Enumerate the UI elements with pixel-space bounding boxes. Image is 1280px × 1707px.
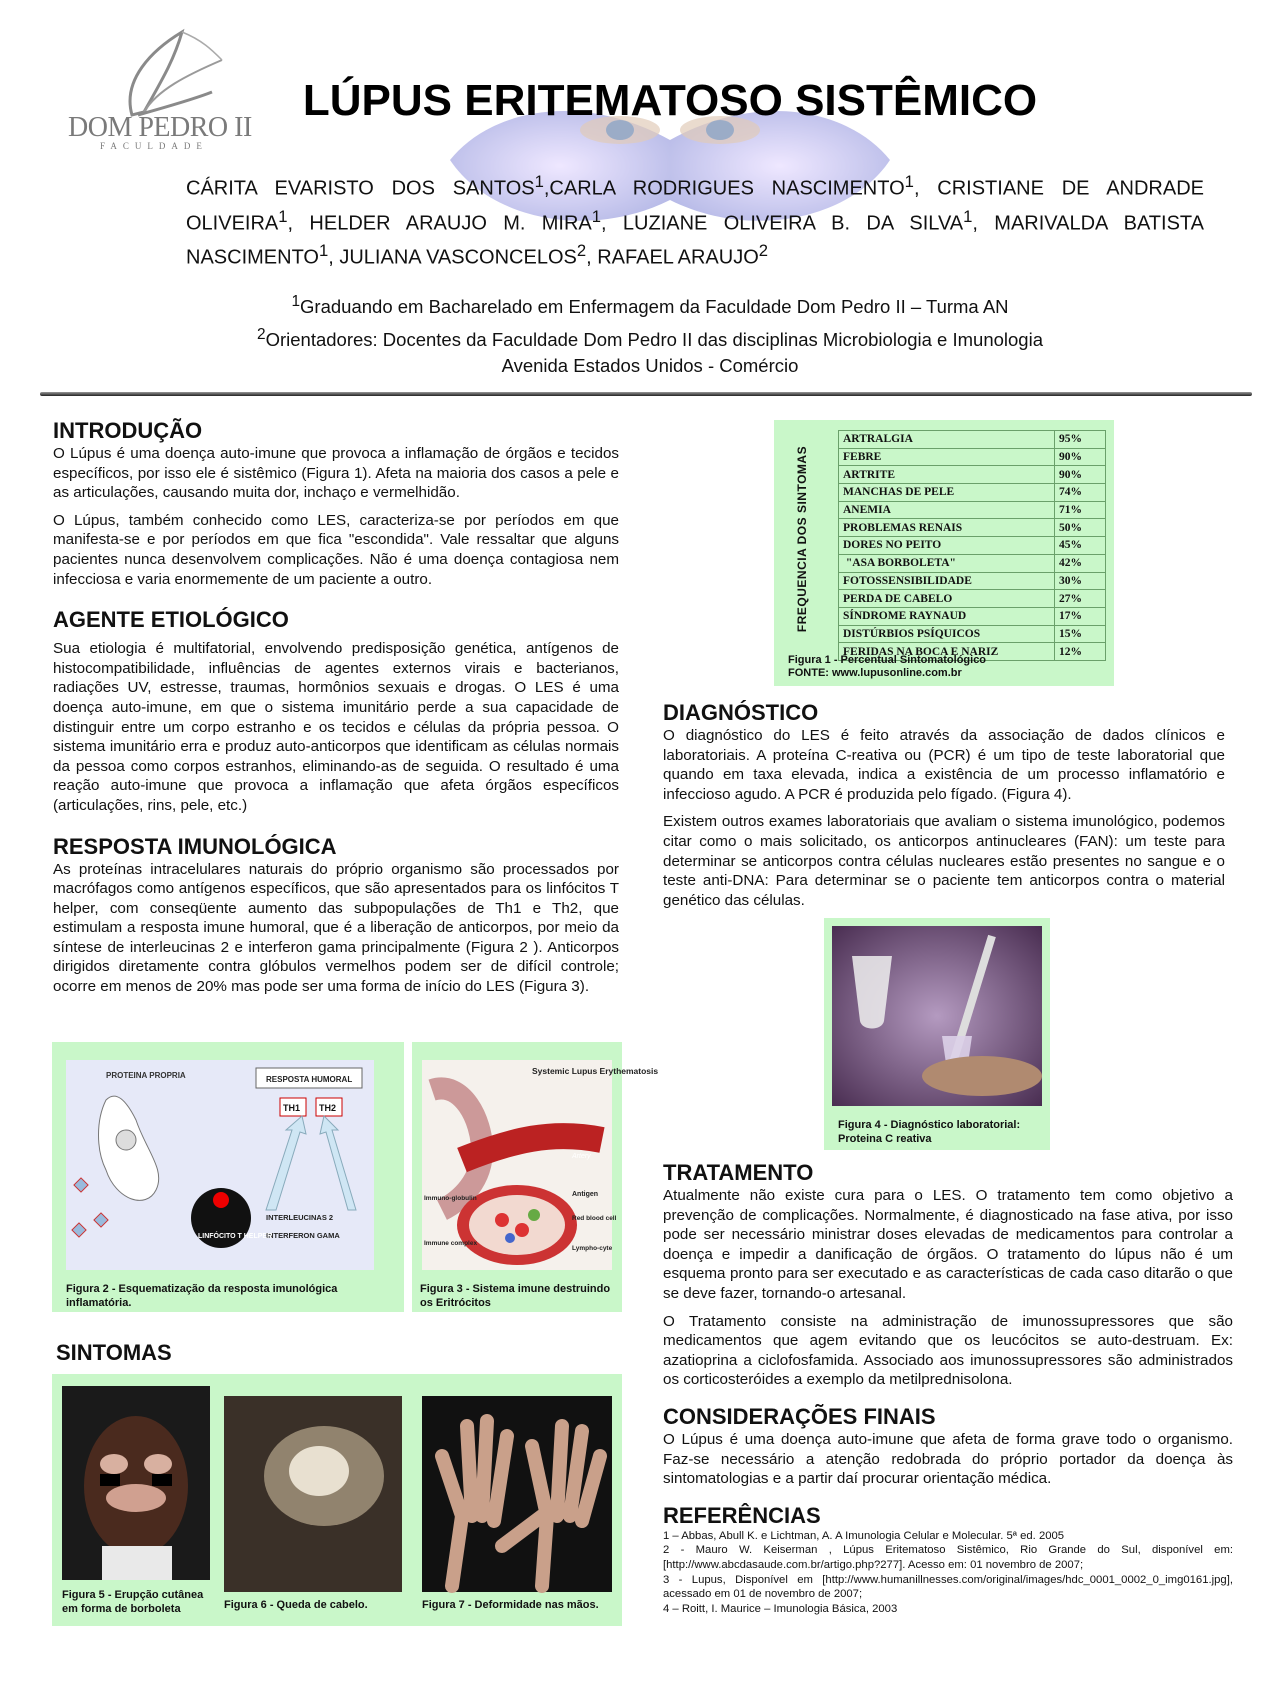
symptom-name: "ASA BORBOLETA" (839, 554, 1055, 572)
consideracoes-heading: CONSIDERAÇÕES FINAIS (663, 1403, 936, 1429)
symptom-name: MANCHAS DE PELE (839, 484, 1055, 502)
figure-6-caption: Figura 6 - Queda de cabelo. (224, 1599, 368, 1611)
right-column-tratamento (663, 1160, 1233, 1616)
symptom-name: ARTRALGIA (839, 431, 1055, 449)
symptom-percentage: 50% (1055, 519, 1106, 537)
lupus-artery-illustration (422, 1060, 659, 1270)
author-sup: 1 (278, 206, 288, 226)
table-row (839, 572, 1106, 590)
sintomas-photo-panel (52, 1374, 622, 1626)
table-row (839, 554, 1106, 572)
symptom-percentage: 12% (1055, 643, 1106, 661)
hand-deformity-photo (422, 1396, 612, 1592)
affiliation-sup: 1 (291, 293, 301, 310)
affiliations (100, 288, 1200, 354)
figure-1-caption (788, 654, 1108, 680)
fig3-immune-complex: Immune complex (424, 1240, 478, 1247)
author-sup: 1 (534, 172, 544, 191)
diagram-label-proteina: PROTEINA PROPRIA (106, 1071, 186, 1080)
tratamento-paragraph: O Tratamento consiste na administração de imunossupressores que são medicamentos que agem evitando que os leucócitos se auto-destruam. Ex: azatioprina a ciclofosfamida. Associado aos imunossupressores são administrados os corticosteróides a exemplo da metilprednisolona. (663, 1312, 1233, 1389)
tratamento-heading: TRATAMENTO (663, 1160, 814, 1185)
immune-response-diagram (66, 1060, 374, 1270)
figure-3-caption: Figura 3 - Sistema imune destruindo os Eritrócitos (420, 1283, 611, 1309)
table-row (839, 607, 1106, 625)
reference-list (663, 1529, 1233, 1617)
intro-paragraph: O Lúpus é uma doença auto-imune que provoca a inflamação de órgãos e tecidos específicos, por isso ele é sistêmico (Figura 1). Afeta na maioria dos casos a pele e as articulações, causando muita dor, inchaço e vermelhidão. (53, 445, 619, 502)
logo-name: DOM PEDRO II (68, 112, 252, 143)
author-sup: 1 (318, 241, 329, 261)
symptom-percentage: 45% (1055, 537, 1106, 555)
symptom-name: PERDA DE CABELO (839, 590, 1055, 608)
header-divider (40, 392, 1252, 396)
table-row (839, 590, 1106, 608)
diagram-label-resposta: RESPOSTA HUMORAL (266, 1075, 353, 1084)
symptom-percentage: 15% (1055, 625, 1106, 643)
author-name: , JULIANA VASCONCELOS (328, 246, 577, 269)
hair-loss-photo (224, 1396, 402, 1592)
table-row (839, 625, 1106, 643)
diagram-label-th2: TH2 (319, 1103, 337, 1113)
intro-heading: INTRODUÇÃO (53, 418, 203, 443)
symptom-percentage: 74% (1055, 484, 1106, 502)
diagnostico-paragraph: Existem outros exames laboratoriais que avaliam o sistema imunológico, podemos citar como o mais solicitado, os anticorpos antinucleares (FAN): um teste para determinar se anticorpos contra células nucleares estão presentes no sangue e o teste anti-DNA: Para determinar se o paciente tem anticorpos contra o material genético das células. (663, 813, 1225, 909)
figure-3-panel (412, 1042, 659, 1312)
symptom-name: ANEMIA (839, 501, 1055, 519)
fig3-artery: Artery (572, 1153, 591, 1160)
symptom-name: SÍNDROME RAYNAUD (839, 607, 1055, 625)
logo-subtitle: FACULDADE (100, 141, 208, 151)
fig3-antigen: Antigen (572, 1191, 599, 1198)
reference-item: 2 - Mauro W. Keiserman , Lúpus Eritematoso Sistêmico, Rio Grande do Sul, disponível em: [http://www.abcdasaude.com.br/artigo.php?277]. Acesso em: 01 novembro de 2007; (663, 1544, 1233, 1571)
symptom-percentage: 30% (1055, 572, 1106, 590)
table-row (839, 448, 1106, 466)
diagram-label-th1: TH1 (283, 1103, 301, 1113)
diagnostico-paragraph: O diagnóstico do LES é feito através da associação de dados clínicos e laboratoriais. A proteína C-reativa ou (PCR) é um tipo de teste laboratorial que quando em taxa elevada, indica a existência de um processo inflamatório e infeccioso agudo. A PCR é produzida pelo fígado. (Figura 4). (663, 727, 1225, 803)
table-row (839, 519, 1106, 537)
author-sup: 1 (591, 206, 602, 226)
referencias-heading: REFERÊNCIAS (663, 1502, 821, 1528)
fig3-red-blood-cell: Red blood cell (572, 1215, 617, 1222)
author-sup: 1 (904, 172, 914, 191)
symptom-percentage: 71% (1055, 501, 1106, 519)
figure-4-panel (824, 918, 1050, 1150)
table-row (839, 431, 1106, 449)
author-sup: 1 (963, 206, 973, 226)
author-name: , CRISTIANE DE ANDRADE OLIVEIRA (186, 177, 1204, 235)
symptom-percentage: 42% (1055, 554, 1106, 572)
address: Avenida Estados Unidos - Comércio (501, 355, 799, 376)
symptom-name: FEBRE (839, 448, 1055, 466)
table-row (839, 501, 1106, 519)
right-column-diagnostico (663, 700, 1225, 918)
left-column (53, 418, 619, 1005)
symptom-percentage: 90% (1055, 448, 1106, 466)
author-name: ,CARLA RODRIGUES NASCIMENTO (543, 177, 905, 200)
resposta-heading: RESPOSTA IMUNOLÓGICA (53, 833, 337, 859)
figure-5-caption: Figura 5 - Erupção cutânea em forma de borboleta (62, 1589, 204, 1615)
symptom-percentage: 27% (1055, 590, 1106, 608)
symptom-name: ARTRITE (839, 466, 1055, 484)
author-name: , RAFAEL ARAUJO (586, 246, 759, 269)
diagram-label-interferon: INTERFERON GAMA (266, 1231, 340, 1240)
agente-heading: AGENTE ETIOLÓGICO (53, 607, 289, 633)
author-sup: 2 (758, 241, 769, 261)
author-name: CÁRITA EVARISTO DOS SANTOS (186, 177, 535, 200)
consideracoes-paragraph: O Lúpus é uma doença auto-imune que afeta de forma grave todo o organismo. Faz-se necessário a atenção redobrada do próprio portador da doença às sintomatologias e a partir daí procurar orientação médica. (663, 1430, 1233, 1488)
figure-4-caption: Figura 4 - Diagnóstico laboratorial: Proteina C reativa (838, 1119, 1021, 1145)
symptom-percentage: 17% (1055, 607, 1106, 625)
table-row (839, 466, 1106, 484)
affiliation-text: Orientadores: Docentes da Faculdade Dom Pedro II das disciplinas Microbiologia e Imunologia (265, 329, 1043, 351)
figure-7-caption: Figura 7 - Deformidade nas mãos. (422, 1599, 599, 1611)
diagram-label-linfocito: LINFÓCITO T HELPER (198, 1233, 273, 1240)
table-side-label: FREQUENCIA DOS SINTOMAS (795, 445, 809, 633)
butterfly-rash-photo (62, 1386, 210, 1580)
sintomas-heading: SINTOMAS (56, 1340, 172, 1365)
diagram-label-interleucinas: INTERLEUCINAS 2 (266, 1213, 334, 1222)
figure-1-caption-source: FONTE: www.lupusonline.com.br (788, 667, 962, 679)
table-row (839, 484, 1106, 502)
resposta-paragraph: As proteínas intracelulares naturais do próprio organismo são processados por macrófagos como antígenos específicos, que são apresentados para os linfócitos T helper, com conseqüente aumento das subpopulações de Th1 e Th2, que estimulam a resposta imune humoral, que é a liberação de anticorpos, por meio da síntese de interleucinas 2 e interferon gama principalmente (Figura 2 ). Anticorpos dirigidos diretamente contra glóbulos vermelhos podem ser de difícil controle; ocorre em menos de 20% mas pode ser uma forma de início do LES (Figura 3). (53, 860, 619, 996)
author-sup: 2 (576, 241, 587, 261)
fig3-lymphocyte: Lympho-cyte (572, 1245, 613, 1252)
affiliation-1 (100, 288, 1200, 321)
figure-2-caption: Figura 2 - Esquematização da resposta imunológica inflamatória. (66, 1283, 338, 1309)
author-name: , MARIVALDA BATISTA NASCIMENTO (186, 212, 1204, 269)
symptom-frequency-table (838, 430, 1106, 661)
symptom-name: FERIDAS NA BOCA E NARIZ (839, 643, 1055, 661)
affiliation-sup: 2 (257, 326, 266, 344)
fig3-title: Systemic Lupus Erythematosis (532, 1066, 659, 1076)
fig3-immunoglobulin: Immuno-globulin (424, 1195, 477, 1202)
intro-paragraph: O Lúpus, também conhecido como LES, caracteriza-se por períodos em que manifesta-se e por períodos em que fica "escondida". Vale ressaltar que alguns pacientes nunca desenvolvem complicações. Não é uma doença contagiosa nem infecciosa e varia enormemente de um paciente a outro. (53, 511, 619, 588)
symptom-name: PROBLEMAS RENAIS (839, 519, 1055, 537)
reference-item: 3 - Lupus, Disponível em [http://www.humanillnesses.com/original/images/hdc_0001_0002_0_img0161.jpg], acessado em 01 de novembro de 2007; (663, 1573, 1233, 1601)
author-list (186, 168, 1204, 272)
table-row (839, 537, 1106, 555)
figure-2-panel (52, 1042, 404, 1312)
symptom-name: DORES NO PEITO (839, 537, 1055, 555)
agente-paragraph: Sua etiologia é multifatorial, envolvendo predisposição genética, antígenos de histocompatibilidade, influências de agentes externos virais e bacterianos, radiações UV, estresse, traumas, hormônios sexuais e drogas. O LES é uma doença auto-imune, em que o sistema imunitário perde a sua capacidade de distinguir entre um corpo estranho e os tecidos e células da própria pessoa. O sistema imunitário erra e produz auto-anticorpos que identificam as células normais da pessoa como corpos estranhos, eliminando-as de seguida. O resultado é uma reação auto-imune que provoca a inflamação que afeta órgãos específicos (articulações, rins, pele, etc.) (53, 640, 619, 814)
author-name: , LUZIANE OLIVEIRA B. DA SILVA (601, 212, 964, 235)
diagnostico-heading: DIAGNÓSTICO (663, 700, 819, 725)
figure-1-caption-line: Figura 1 - Percentual Sintomatológico (788, 654, 987, 666)
affiliation-2 (100, 321, 1200, 354)
symptom-name: FOTOSSENSIBILIDADE (839, 572, 1055, 590)
reference-item: 1 – Abbas, Abull K. e Lichtman, A. A Imunologia Celular e Molecular. 5ª ed. 2005 (663, 1529, 1065, 1542)
affiliation-text: Graduando em Bacharelado em Enfermagem da Faculdade Dom Pedro II – Turma AN (300, 296, 1009, 318)
author-name: , HELDER ARAUJO M. MIRA (287, 212, 592, 235)
poster-title: LÚPUS ERITEMATOSO SISTÊMICO (302, 76, 1038, 125)
symptom-name: DISTÚRBIOS PSÍQUICOS (839, 625, 1055, 643)
pcr-lab-photo (832, 926, 1042, 1106)
figure-1-panel (774, 420, 1114, 686)
reference-item: 4 – Roitt, I. Maurice – Imunologia Básica, 2003 (663, 1602, 898, 1615)
tratamento-paragraph: Atualmente não existe cura para o LES. O tratamento tem como objetivo a prevenção de complicações. Normalmente, é diagnosticado na fase ativa, por isso pode ser necessário ministrar doses elevadas de medicamentos para controlar a doença e impedir a danificação de órgãos. O tratamento do lúpus não é um esquema pronto para ser executado e as características de cada caso ditarão o que se deve fazer, tornando-o artesanal. (663, 1187, 1233, 1302)
symptom-percentage: 95% (1055, 431, 1106, 449)
symptom-percentage: 90% (1055, 466, 1106, 484)
